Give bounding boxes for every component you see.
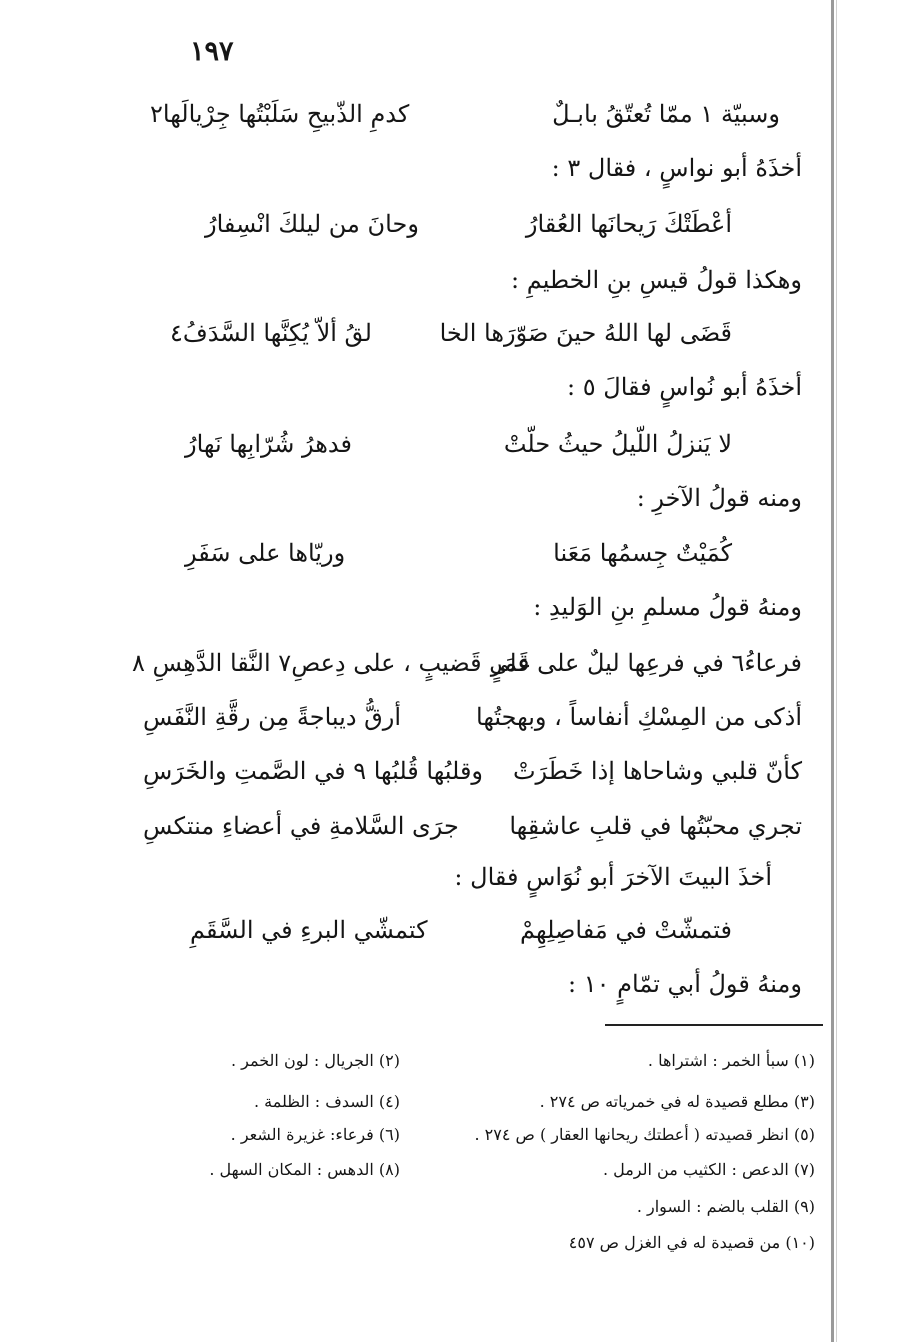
page-number: ١٩٧ (190, 36, 234, 67)
footnote-7: (٧) الدعص : الكثيب من الرمل . (602, 1160, 815, 1179)
verse-1-hemistich-left: كدمِ الذّبيحِ سَلَبْتُها جِرْيالَها٢ (150, 100, 410, 128)
verse-12-hemistich-left: أرقُّ ديباجةً مِن رقَّةِ النَّفَسِ (143, 703, 402, 731)
footnote-6: (٦) فرعاء: غزيرة الشعر . (230, 1125, 400, 1144)
verse-7-hemistich-right: لا يَنزلُ اللّيلُ حيثُ حلّتْ (503, 430, 732, 458)
verse-11-hemistich-right: فرعاءُ٦ في فرعِها ليلٌ على قَمَرٍ (490, 649, 802, 677)
verse-13-hemistich-left: وقلبُها قُلبُها ٩ في الصَّمتِ والخَرَسِ (143, 757, 484, 785)
footnote-3: (٣) مطلع قصيدة له في خمرياته ص ٢٧٤ . (539, 1092, 815, 1111)
prose-line-2: أخذَهُ أبو نواسٍ ، فقال ٣ : (551, 154, 802, 182)
footnote-9: (٩) القلب بالضم : السوار . (636, 1197, 815, 1216)
verse-7-hemistich-left: فدهرُ شُرّابِها نَهارُ (185, 430, 352, 458)
verse-9-hemistich-right: كُمَيْتٌ جِسمُها مَعَنا (553, 539, 732, 567)
footnote-separator (605, 1024, 823, 1026)
prose-line-6: أخذَهُ أبو نُواسٍ فقالَ ٥ : (567, 373, 802, 401)
footnote-1: (١) سبأ الخمر : اشتراها . (647, 1051, 815, 1070)
prose-line-8: ومنه قولُ الآخرِ : (636, 484, 802, 512)
verse-13-hemistich-right: كأنّ قلبي وشاحاها إذا خَطَرَتْ (512, 757, 802, 785)
verse-12-hemistich-right: أذكى من المِسْكِ أنفاساً ، وبهجتُها (476, 703, 802, 731)
page-spine-edge (831, 0, 834, 1342)
verse-5-hemistich-right: قَضَى لها اللهُ حينَ صَوّرَها الخا (439, 319, 732, 347)
verse-14-hemistich-left: جرَى السَّلامةِ في أعضاءِ منتكسِ (143, 812, 459, 840)
prose-line-17: ومنهُ قولُ أبي تمّامٍ ١٠ : (568, 970, 802, 998)
verse-11-hemistich-left: على قَضيبٍ ، على دِعصِ٧ النَّقا الدَّهِسِ ٨ (132, 649, 532, 677)
prose-line-4: وهكذا قولُ قيسِ بنِ الخطيمِ : (511, 266, 802, 294)
page-spine-edge-inner (836, 0, 837, 1342)
verse-3-hemistich-right: أعْطَتْكَ رَيحانَها العُقارُ (525, 210, 732, 238)
footnote-8: (٨) الدهس : المكان السهل . (209, 1160, 400, 1179)
footnote-5: (٥) انظر قصيدته ( أعطتك ريحانها العقار ) ص ٢٧٤ . (474, 1125, 815, 1144)
verse-3-hemistich-left: وحانَ من ليلكَ انْسِفارُ (205, 210, 419, 238)
verse-14-hemistich-right: تجري محبّتُها في قلبِ عاشقِها (509, 812, 802, 840)
footnote-4: (٤) السدف : الظلمة . (253, 1092, 400, 1111)
verse-16-hemistich-right: فتمشّتْ في مَفاصِلِهِمْ (520, 916, 732, 944)
footnote-2: (٢) الجريال : لون الخمر . (230, 1051, 400, 1070)
prose-line-15: أخذَ البيتَ الآخرَ أبو نُوَاسٍ فقال : (454, 863, 772, 891)
verse-5-hemistich-left: لقُ ألاّ يُكِنَّها السَّدَفُ٤ (170, 319, 372, 347)
prose-line-10: ومنهُ قولُ مسلمِ بنِ الوَليدِ : (533, 593, 802, 621)
verse-1-hemistich-right: وسبيّة ١ ممّا تُعتّقُ بابـلٌ (552, 100, 780, 128)
footnote-10: (١٠) من قصيدة له في الغزل ص ٤٥٧ (568, 1233, 815, 1252)
verse-9-hemistich-left: وريّاها على سَفَرِ (185, 539, 346, 567)
verse-16-hemistich-left: كتمشّي البرءِ في السَّقَمِ (190, 916, 428, 944)
